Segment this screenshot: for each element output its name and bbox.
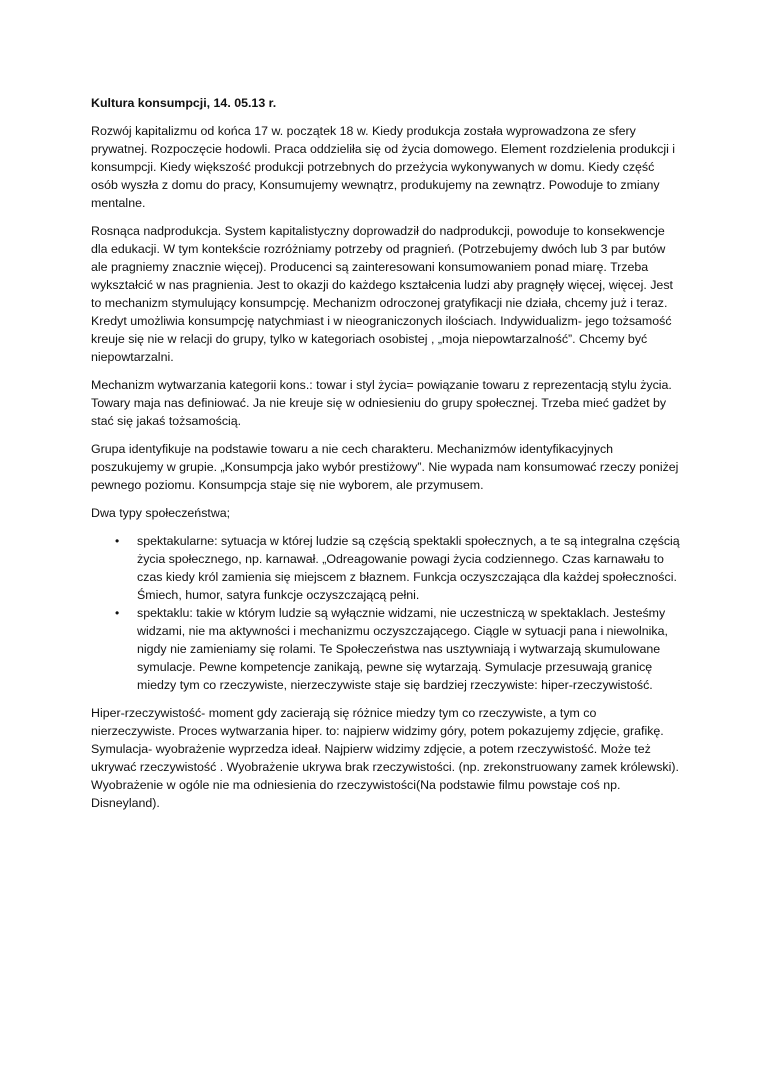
bullet-icon: • <box>115 606 120 620</box>
paragraph-overproduction: Rosnąca nadprodukcja. System kapitalistyczny doprowadził do nadprodukcji, powoduje to konsekwencje dla edukacji. W tym kontekście rozróżniamy potrzeby od pragnień. (Potrzebujemy dwóch lub 3 par butów ale pragniemy znacznie więcej). Producenci są zainteresowani konsumowaniem ponad miarę. Trzeba wykształcić w nas pragnienia. Jest to okazji do każdego kształcenia ludzi aby pragnęły więcej, więcej. Jest to mechanizm stymulujący konsumpcję. Mechanizm odroczonej gratyfikacji nie działa, chcemy już i teraz. Kredyt umożliwia konsumpcję natychmiast i w nieograniczonych ilościach. Indywidualizm- jego tożsamość kreuje się nie w relacji do grupy, tylko w kategoriach osobistej , „moja niepowtarzalność”. Chcemy być niepowtarzalni. <box>91 224 673 364</box>
paragraph-group-identification: Grupa identyfikuje na podstawie towaru a nie cech charakteru. Mechanizmów identyfikacyjnych poszukujemy w grupie. „Konsumpcja jako wybór prestiżowy”. Nie wypada nam konsumować rzeczy poniżej pewnego poziomu. Konsumpcja staje się nie wyborem, ale przymusem. <box>91 442 679 492</box>
paragraph-capitalism: Rozwój kapitalizmu od końca 17 w. początek 18 w. Kiedy produkcja została wyprowadzona ze sfery prywatnej. Rozpoczęcie hodowli. Praca oddzieliła się od życia domowego. Element rozdzielenia produkcji i konsumpcji. Kiedy większość produkcji potrzebnych do przeżycia wykonywanych w domu. Kiedy część osób wyszła z domu do pracy, Konsumujemy wewnątrz, produkujemy na zewnątrz. Powoduje to zmiany mentalne. <box>91 124 676 210</box>
paragraph-mechanism: Mechanizm wytwarzania kategorii kons.: towar i styl życia= powiązanie towaru z reprezentacją stylu życia. Towary maja nas definiować. Ja nie kreuje się w odniesieniu do grupy społecznej. Trzeba mieć gadżet by stać się jakaś tożsamością. <box>91 378 672 428</box>
bullet-icon: • <box>115 534 120 548</box>
list-item-text: spektaklu: takie w którym ludzie są wyłącznie widzami, nie uczestniczą w spektaklach. Jesteśmy widzami, nie ma aktywności i mechanizmu oczyszczającego. Ciągle w sytuacji pana i niewolnika, nigdy nie zamieniamy się rolami. Te Społeczeństwa nas usztywniają i wytwarzają skumulowane symulacje. Pewne kompetencje zanikają, pewne się wytarzają. Symulacje przesuwają granicę miedzy tym co rzeczywiste, nierzeczywiste staje się bardziej rzeczywiste: hiper-rzeczywistość. <box>137 606 668 692</box>
paragraph-hyperreality: Hiper-rzeczywistość- moment gdy zacierają się różnice miedzy tym co rzeczywiste, a tym co nierzeczywiste. Proces wytwarzania hiper. to: najpierw widzimy góry, potem pokazujemy zdjęcie, grafikę. Symulacja- wyobrażenie wyprzedza ideał. Najpierw widzimy zdjęcie, a potem rzeczywistość. Może też ukrywać rzeczywistość . Wyobrażenie ukrywa brak rzeczywistości. (np. zrekonstruowany zamek królewski). Wyobrażenie w ogóle nie ma odniesienia do rzeczywistości(Na podstawie filmu powstaje coś np. Disneyland). <box>91 706 679 810</box>
list-item-text: spektakularne: sytuacja w której ludzie są częścią spektakli społecznych, a te są integralna częścią życia społecznego, np. karnawał. „Odreagowanie powagi życia codziennego. Czas karnawału to czas kiedy król zamienia się miejscem z błaznem. Funkcja oczyszczająca dla każdej społeczności. Śmiech, humor, satyra funkcje oczyszczającą pełni. <box>137 534 680 602</box>
document-title: Kultura konsumpcji, 14. 05.13 r. <box>91 96 277 110</box>
document-page <box>91 94 681 822</box>
list-item <box>91 604 681 694</box>
society-types-list <box>91 532 681 694</box>
paragraph-society-types-heading: Dwa typy społeczeństwa; <box>91 506 231 520</box>
list-item <box>91 532 681 604</box>
